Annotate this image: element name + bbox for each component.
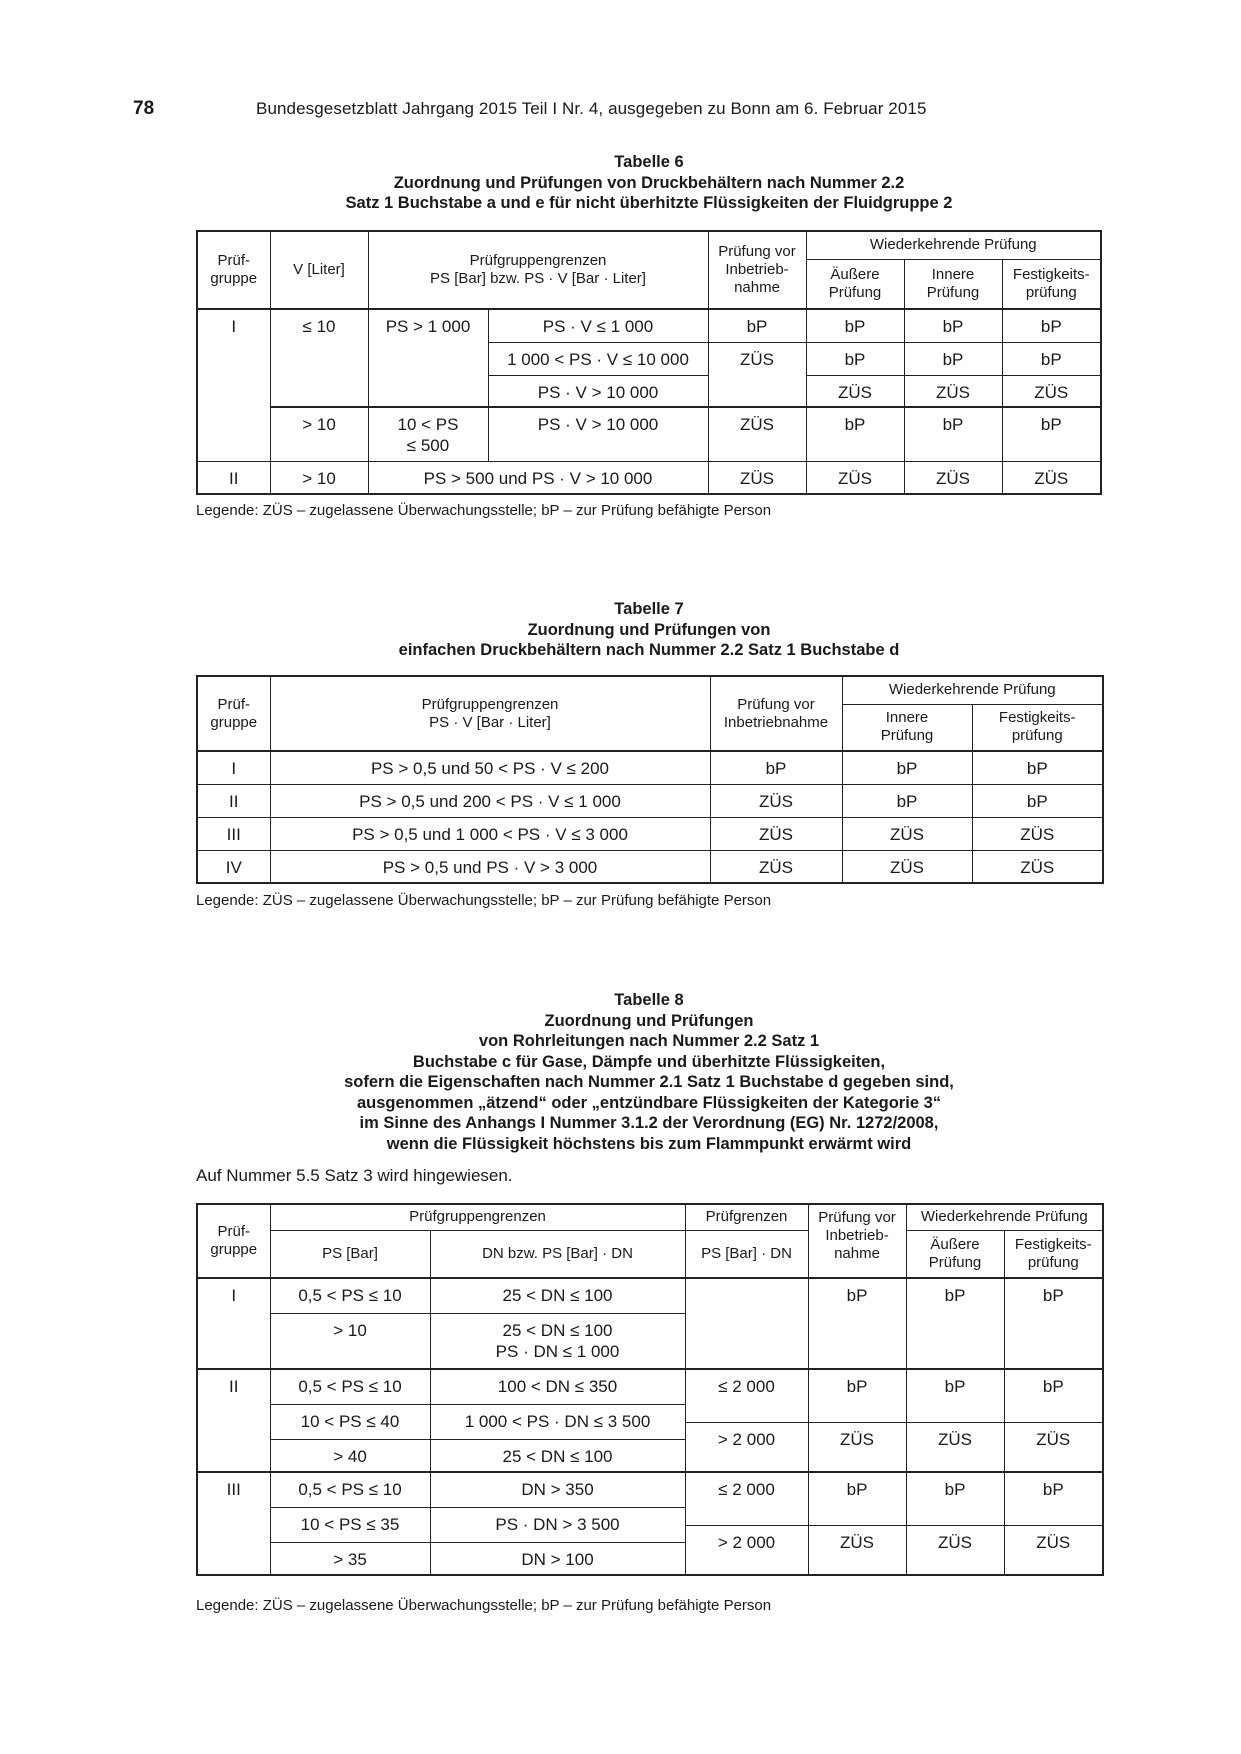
col-header-innere-pruefung: Innere Prüfung: [904, 259, 1002, 309]
table-cell: III: [197, 817, 270, 850]
table-cell: 0,5 < PS ≤ 10: [270, 1472, 430, 1507]
table-cell: 10 < PS ≤ 500: [368, 407, 488, 461]
table7-subtitle-1: Zuordnung und Prüfungen von: [527, 620, 771, 639]
col-header-ps: PS [Bar]: [270, 1230, 430, 1278]
table-cell: > 35: [270, 1542, 430, 1575]
col-header-pruefgruppe: Prüf- gruppe: [197, 1204, 270, 1278]
table8-subtitle-6: im Sinne des Anhangs I Nummer 3.1.2 der Verordnung (EG) Nr. 1272/2008,: [359, 1114, 939, 1132]
table-cell: bP: [904, 342, 1002, 375]
table-cell: > 10: [270, 461, 368, 494]
table-cell: 0,5 < PS ≤ 10: [270, 1369, 430, 1404]
table7-title: Tabelle 7: [614, 600, 684, 618]
table7: [196, 675, 1104, 884]
table-cell: II: [197, 784, 270, 817]
col-header-festigkeitspruefung: Festigkeits- prüfung: [1002, 259, 1101, 309]
table-cell: ZÜS: [906, 1525, 1004, 1575]
table-cell: > 2 000: [685, 1525, 808, 1575]
col-header-pruefung-vor-inbetriebnahme: Prüfung vor Inbetriebnahme: [710, 676, 842, 751]
table-cell: DN > 350: [430, 1472, 685, 1507]
table-cell: bP: [904, 309, 1002, 342]
table-cell: bP: [972, 751, 1103, 784]
table-cell: ZÜS: [1002, 375, 1101, 407]
table-row: [197, 1278, 1103, 1313]
running-title: Bundesgesetzblatt Jahrgang 2015 Teil I Nr. 4, ausgegeben zu Bonn am 6. Februar 2015: [256, 99, 927, 118]
table-cell: ZÜS: [904, 461, 1002, 494]
table-cell: III: [197, 1472, 270, 1575]
table-cell: 10 < PS ≤ 40: [270, 1404, 430, 1439]
table-cell: > 10: [270, 1313, 430, 1369]
col-header-pruefgrenzen: Prüfgrenzen: [685, 1204, 808, 1230]
table-cell: bP: [808, 1472, 906, 1525]
table-cell: bP: [808, 1278, 906, 1369]
table-cell: ZÜS: [708, 342, 806, 407]
col-header-pruefung-vor-inbetriebnahme: Prüfung vor Inbetrieb- nahme: [708, 231, 806, 309]
table-cell: > 2 000: [685, 1422, 808, 1472]
table-row: [197, 309, 1101, 342]
table-cell: ZÜS: [842, 850, 972, 883]
table-cell: ZÜS: [906, 1422, 1004, 1472]
table7-legend: Legende: ZÜS – zugelassene Überwachungsstelle; bP – zur Prüfung befähigte Person: [196, 892, 772, 909]
table-cell: ZÜS: [1002, 461, 1101, 494]
table-cell: 1 000 < PS · DN ≤ 3 500: [430, 1404, 685, 1439]
table-cell: ZÜS: [1004, 1525, 1103, 1575]
col-header-pruefgruppengrenzen: Prüfgruppengrenzen PS [Bar] bzw. PS · V [Bar · Liter]: [368, 231, 708, 309]
table-cell: bP: [906, 1472, 1004, 1525]
col-header-pruefung-vor-inbetriebnahme: Prüfung vor Inbetrieb- nahme: [808, 1204, 906, 1278]
col-header-pruefgruppe: Prüf- gruppe: [197, 231, 270, 309]
col-header-pruefgruppengrenzen: Prüfgruppengrenzen: [270, 1204, 685, 1230]
col-header-volume: V [Liter]: [270, 231, 368, 309]
table-cell: ZÜS: [710, 817, 842, 850]
table-cell: ZÜS: [808, 1422, 906, 1472]
col-header-festigkeitspruefung: Festigkeits- prüfung: [972, 704, 1103, 751]
table7-caption: [196, 599, 1102, 661]
table-cell: ZÜS: [1004, 1422, 1103, 1472]
table-cell: 0,5 < PS ≤ 10: [270, 1278, 430, 1313]
table8-subtitle-5: ausgenommen „ätzend“ oder „entzündbare Flüssigkeiten der Kategorie 3“: [356, 1093, 942, 1112]
table-cell: ZÜS: [904, 375, 1002, 407]
table-row: [197, 817, 1103, 850]
table8-note: Auf Nummer 5.5 Satz 3 wird hingewiesen.: [196, 1166, 513, 1185]
table-cell: bP: [1004, 1278, 1103, 1369]
page-header: [0, 98, 1241, 124]
table-cell: 1 000 < PS · V ≤ 10 000: [488, 342, 708, 375]
table-cell: > 40: [270, 1439, 430, 1472]
table-cell: bP: [1004, 1369, 1103, 1422]
table-cell: bP: [808, 1369, 906, 1422]
table6-caption: [196, 152, 1102, 214]
table-cell: 25 < DN ≤ 100: [430, 1278, 685, 1313]
table-cell: > 10: [270, 407, 368, 461]
table-cell: PS > 1 000: [368, 309, 488, 407]
table-cell: PS · V > 10 000: [488, 375, 708, 407]
table-cell: I: [197, 1278, 270, 1369]
table-row: [197, 850, 1103, 883]
table-cell: bP: [1002, 309, 1101, 342]
table-row: [197, 1472, 1103, 1507]
table-cell: ≤ 2 000: [685, 1472, 808, 1525]
table-cell: I: [197, 309, 270, 461]
table8-caption: [196, 990, 1102, 1154]
col-header-pruefgruppengrenzen: Prüfgruppengrenzen PS · V [Bar · Liter]: [270, 676, 710, 751]
table-cell: PS · DN > 3 500: [430, 1507, 685, 1542]
table8-subtitle-3: Buchstabe c für Gase, Dämpfe und überhitzte Flüssigkeiten,: [412, 1052, 886, 1071]
table-cell: ZÜS: [710, 784, 842, 817]
col-header-dn: DN bzw. PS [Bar] · DN: [430, 1230, 685, 1278]
col-header-ps-dn: PS [Bar] · DN: [685, 1230, 808, 1278]
table-cell: bP: [806, 407, 904, 461]
table-cell: bP: [906, 1369, 1004, 1422]
table-cell: ≤ 10: [270, 309, 368, 407]
table-cell: PS > 0,5 und 200 < PS · V ≤ 1 000: [270, 784, 710, 817]
table-cell: PS > 0,5 und 1 000 < PS · V ≤ 3 000: [270, 817, 710, 850]
table-cell: bP: [806, 309, 904, 342]
table8-legend: Legende: ZÜS – zugelassene Überwachungsstelle; bP – zur Prüfung befähigte Person: [196, 1597, 772, 1614]
table-cell: ZÜS: [972, 850, 1103, 883]
table-cell: [685, 1278, 808, 1369]
col-header-pruefgruppe: Prüf- gruppe: [197, 676, 270, 751]
table-cell: bP: [806, 342, 904, 375]
col-header-wiederkehrende-pruefung: Wiederkehrende Prüfung: [906, 1204, 1103, 1230]
table-cell: 25 < DN ≤ 100 PS · DN ≤ 1 000: [430, 1313, 685, 1369]
table-row: [197, 461, 1101, 494]
table-cell: 25 < DN ≤ 100: [430, 1439, 685, 1472]
table-cell: bP: [1004, 1472, 1103, 1525]
table-cell: bP: [842, 751, 972, 784]
table8: [196, 1203, 1104, 1576]
table-row: [197, 407, 1101, 461]
col-header-aeussere-pruefung: Äußere Prüfung: [806, 259, 904, 309]
table-cell: bP: [904, 407, 1002, 461]
table-cell: bP: [972, 784, 1103, 817]
table-row: [197, 751, 1103, 784]
table-cell: bP: [1002, 342, 1101, 375]
table-cell: 10 < PS ≤ 35: [270, 1507, 430, 1542]
table8-subtitle-2: von Rohrleitungen nach Nummer 2.2 Satz 1: [478, 1032, 820, 1050]
table-cell: ZÜS: [806, 461, 904, 494]
col-header-aeussere-pruefung: Äußere Prüfung: [906, 1230, 1004, 1278]
table8-subtitle-7: wenn die Flüssigkeit höchstens bis zum Flammpunkt erwärmt wird: [386, 1134, 912, 1153]
table-cell: ZÜS: [808, 1525, 906, 1575]
table-cell: IV: [197, 850, 270, 883]
table-cell: 100 < DN ≤ 350: [430, 1369, 685, 1404]
table8-subtitle-4: sofern die Eigenschaften nach Nummer 2.1 Satz 1 Buchstabe d gegeben sind,: [344, 1073, 954, 1091]
col-header-innere-pruefung: Innere Prüfung: [842, 704, 972, 751]
table-cell: II: [197, 1369, 270, 1472]
table-cell: ≤ 2 000: [685, 1369, 808, 1422]
table-row: [197, 1369, 1103, 1404]
table-cell: bP: [842, 784, 972, 817]
table-cell: ZÜS: [842, 817, 972, 850]
page-number: 78: [133, 98, 155, 119]
table-cell: ZÜS: [708, 461, 806, 494]
table-cell: ZÜS: [972, 817, 1103, 850]
table-cell: I: [197, 751, 270, 784]
table-cell: bP: [1002, 407, 1101, 461]
table-row: [197, 784, 1103, 817]
table-cell: ZÜS: [806, 375, 904, 407]
table6-subtitle-1: Zuordnung und Prüfungen von Druckbehältern nach Nummer 2.2: [393, 173, 905, 192]
table-cell: ZÜS: [708, 407, 806, 461]
table7-subtitle-2: einfachen Druckbehältern nach Nummer 2.2 Satz 1 Buchstabe d: [398, 641, 900, 659]
table-cell: II: [197, 461, 270, 494]
table-cell: DN > 100: [430, 1542, 685, 1575]
table-cell: bP: [906, 1278, 1004, 1369]
table6-subtitle-2: Satz 1 Buchstabe a und e für nicht überhitzte Flüssigkeiten der Fluidgruppe 2: [345, 194, 953, 212]
table-cell: bP: [708, 309, 806, 342]
table-cell: PS > 500 und PS · V > 10 000: [368, 461, 708, 494]
table-cell: PS > 0,5 und PS · V > 3 000: [270, 850, 710, 883]
col-header-wiederkehrende-pruefung: Wiederkehrende Prüfung: [806, 231, 1101, 259]
table-cell: PS · V > 10 000: [488, 407, 708, 461]
table6-title: Tabelle 6: [614, 153, 684, 171]
table-cell: ZÜS: [710, 850, 842, 883]
table6: [196, 230, 1102, 495]
table8-title: Tabelle 8: [614, 991, 684, 1009]
col-header-festigkeitspruefung: Festigkeits- prüfung: [1004, 1230, 1103, 1278]
table-cell: PS · V ≤ 1 000: [488, 309, 708, 342]
table8-subtitle-1: Zuordnung und Prüfungen: [544, 1011, 754, 1030]
table-cell: PS > 0,5 und 50 < PS · V ≤ 200: [270, 751, 710, 784]
col-header-wiederkehrende-pruefung: Wiederkehrende Prüfung: [842, 676, 1103, 704]
table6-legend: Legende: ZÜS – zugelassene Überwachungsstelle; bP – zur Prüfung befähigte Person: [196, 502, 772, 519]
table-cell: bP: [710, 751, 842, 784]
